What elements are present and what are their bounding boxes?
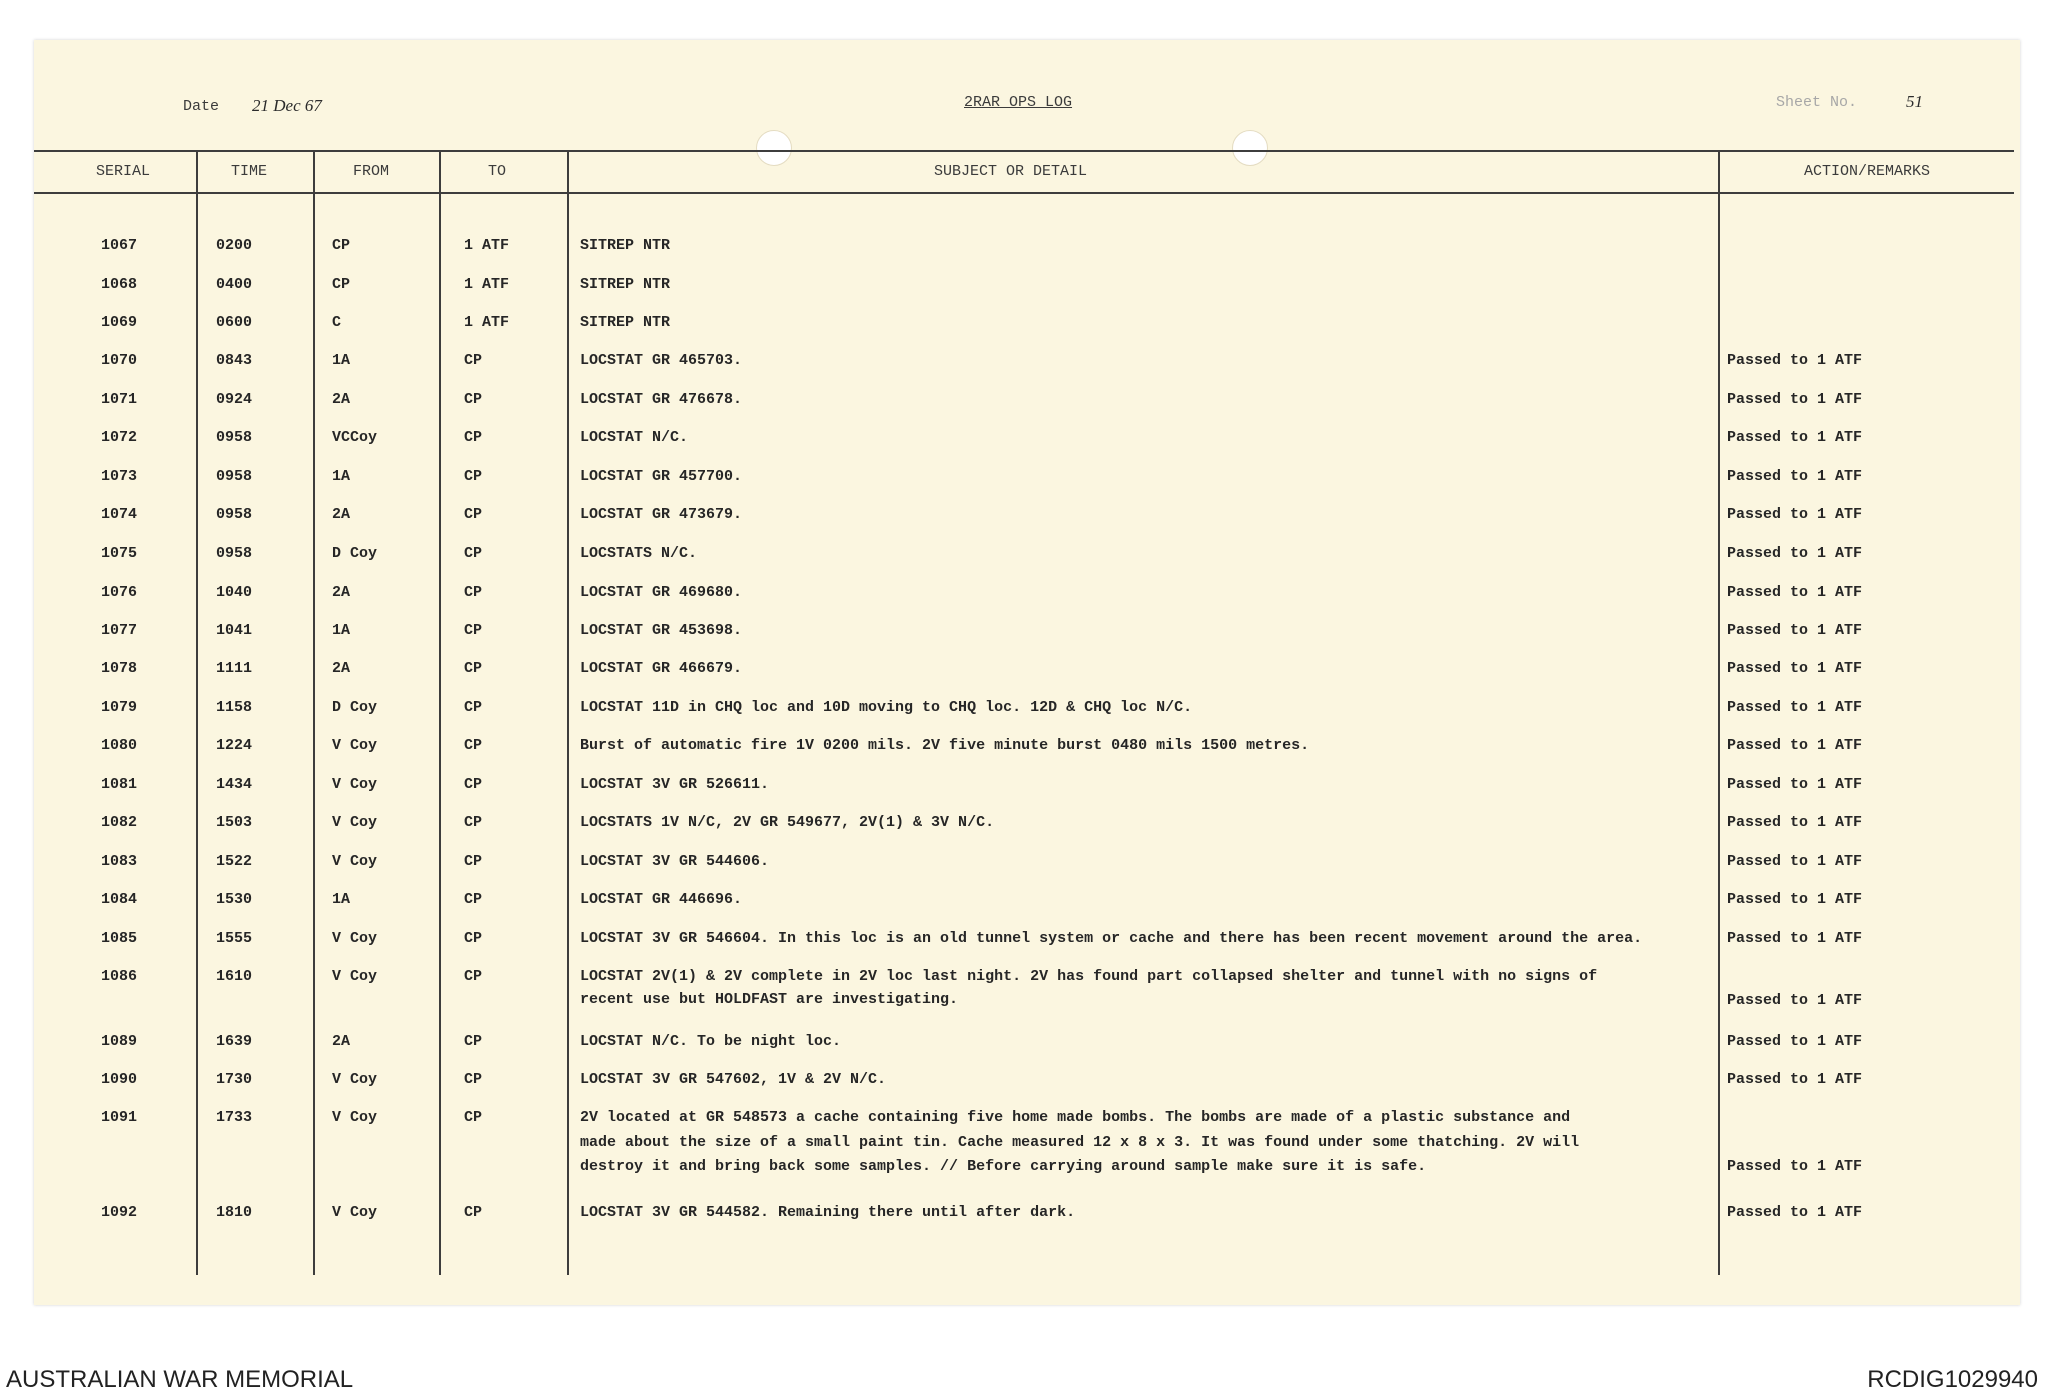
table-row: [0, 468, 2048, 498]
serial-cell: 1089: [101, 1033, 138, 1050]
action-cell: Passed to 1 ATF: [1727, 1033, 1863, 1050]
subject-cell: LOCSTAT 11D in CHQ loc and 10D moving to CHQ loc. 12D & CHQ loc N/C.: [580, 699, 1193, 716]
column-header-serial: SERIAL: [96, 163, 151, 180]
from-cell: 2A: [332, 391, 351, 408]
time-cell: 1434: [216, 776, 253, 793]
from-cell: V Coy: [332, 1204, 378, 1221]
action-cell: Passed to 1 ATF: [1727, 1071, 1863, 1088]
time-cell: 1224: [216, 737, 253, 754]
time-cell: 0600: [216, 314, 253, 331]
column-header-from: FROM: [353, 163, 390, 180]
to-cell: CP: [464, 660, 483, 677]
time-cell: 1530: [216, 891, 253, 908]
serial-cell: 1075: [101, 545, 138, 562]
action-cell: Passed to 1 ATF: [1727, 468, 1863, 485]
time-cell: 0958: [216, 545, 253, 562]
column-header-subject: SUBJECT OR DETAIL: [934, 163, 1088, 180]
action-cell: Passed to 1 ATF: [1727, 1158, 1863, 1175]
serial-cell: 1073: [101, 468, 138, 485]
from-cell: V Coy: [332, 776, 378, 793]
serial-cell: 1085: [101, 930, 138, 947]
time-cell: 1730: [216, 1071, 253, 1088]
table-row: [0, 891, 2048, 921]
subject-cell: LOCSTAT GR 453698.: [580, 622, 743, 639]
sheet-label: Sheet No.: [1776, 94, 1858, 111]
from-cell: D Coy: [332, 699, 378, 716]
action-cell: Passed to 1 ATF: [1727, 814, 1863, 831]
serial-cell: 1079: [101, 699, 138, 716]
subject-continuation: made about the size of a small paint tin. Cache measured 12 x 8 x 3. It was found under some thatching. 2V will: [580, 1134, 1580, 1151]
footer-institution: AUSTRALIAN WAR MEMORIAL: [6, 1366, 354, 1393]
table-row: [0, 584, 2048, 614]
to-cell: CP: [464, 352, 483, 369]
date-label: Date: [183, 98, 220, 115]
to-cell: 1 ATF: [464, 276, 510, 293]
serial-cell: 1070: [101, 352, 138, 369]
from-cell: VCCoy: [332, 429, 378, 446]
table-row: [0, 814, 2048, 844]
subject-cell: LOCSTAT GR 446696.: [580, 891, 743, 908]
subject-cell: SITREP NTR: [580, 237, 671, 254]
header-bottom-rule: [34, 192, 2014, 194]
from-cell: V Coy: [332, 968, 378, 985]
time-cell: 1503: [216, 814, 253, 831]
time-cell: 1810: [216, 1204, 253, 1221]
action-cell: Passed to 1 ATF: [1727, 930, 1863, 947]
action-cell: Passed to 1 ATF: [1727, 853, 1863, 870]
serial-cell: 1081: [101, 776, 138, 793]
table-row: [0, 352, 2048, 382]
time-cell: 1522: [216, 853, 253, 870]
subject-cell: LOCSTATS N/C.: [580, 545, 698, 562]
action-cell: Passed to 1 ATF: [1727, 737, 1863, 754]
from-cell: 1A: [332, 352, 351, 369]
serial-cell: 1084: [101, 891, 138, 908]
to-cell: CP: [464, 429, 483, 446]
time-cell: 0400: [216, 276, 253, 293]
time-cell: 0843: [216, 352, 253, 369]
subject-cell: LOCSTATS 1V N/C, 2V GR 549677, 2V(1) & 3V N/C.: [580, 814, 995, 831]
table-row: [0, 506, 2048, 536]
time-cell: 1041: [216, 622, 253, 639]
time-cell: 1555: [216, 930, 253, 947]
time-cell: 1639: [216, 1033, 253, 1050]
table-row: [0, 737, 2048, 767]
log-title: 2RAR OPS LOG: [964, 94, 1073, 111]
serial-cell: 1078: [101, 660, 138, 677]
to-cell: CP: [464, 814, 483, 831]
to-cell: CP: [464, 391, 483, 408]
action-cell: Passed to 1 ATF: [1727, 891, 1863, 908]
to-cell: CP: [464, 545, 483, 562]
serial-cell: 1090: [101, 1071, 138, 1088]
subject-continuation: recent use but HOLDFAST are investigating.: [580, 991, 959, 1008]
action-cell: Passed to 1 ATF: [1727, 660, 1863, 677]
from-cell: 1A: [332, 468, 351, 485]
serial-cell: 1076: [101, 584, 138, 601]
subject-cell: SITREP NTR: [580, 314, 671, 331]
serial-cell: 1080: [101, 737, 138, 754]
subject-continuation: destroy it and bring back some samples. // Before carrying around sample make sure it is safe.: [580, 1158, 1427, 1175]
action-cell: Passed to 1 ATF: [1727, 584, 1863, 601]
action-cell: Passed to 1 ATF: [1727, 545, 1863, 562]
time-cell: 0924: [216, 391, 253, 408]
column-header-to: TO: [488, 163, 507, 180]
serial-cell: 1091: [101, 1109, 138, 1126]
table-row: [0, 1204, 2048, 1234]
table-row: [0, 237, 2048, 267]
serial-cell: 1067: [101, 237, 138, 254]
from-cell: 1A: [332, 622, 351, 639]
table-row: [0, 776, 2048, 806]
table-row: [0, 545, 2048, 575]
subject-cell: LOCSTAT 3V GR 526611.: [580, 776, 770, 793]
from-cell: V Coy: [332, 1071, 378, 1088]
subject-cell: LOCSTAT 3V GR 546604. In this loc is an old tunnel system or cache and there has been recent movement around the area.: [580, 930, 1643, 947]
subject-cell: LOCSTAT 3V GR 544606.: [580, 853, 770, 870]
to-cell: CP: [464, 622, 483, 639]
subject-cell: LOCSTAT GR 465703.: [580, 352, 743, 369]
footer-reference: RCDIG1029940: [1867, 1366, 2038, 1393]
punch-hole-left: [756, 130, 792, 166]
action-cell: Passed to 1 ATF: [1727, 622, 1863, 639]
from-cell: V Coy: [332, 737, 378, 754]
to-cell: CP: [464, 1033, 483, 1050]
subject-cell: LOCSTAT 3V GR 544582. Remaining there until after dark.: [580, 1204, 1076, 1221]
from-cell: V Coy: [332, 930, 378, 947]
action-cell: Passed to 1 ATF: [1727, 429, 1863, 446]
action-cell: Passed to 1 ATF: [1727, 352, 1863, 369]
table-row: [0, 699, 2048, 729]
subject-cell: LOCSTAT N/C. To be night loc.: [580, 1033, 842, 1050]
action-cell: Passed to 1 ATF: [1727, 506, 1863, 523]
punch-hole-right: [1232, 130, 1268, 166]
time-cell: 1111: [216, 660, 253, 677]
serial-cell: 1068: [101, 276, 138, 293]
subject-cell: 2V located at GR 548573 a cache containing five home made bombs. The bombs are made of a plastic substance and: [580, 1109, 1571, 1126]
column-header-time: TIME: [231, 163, 268, 180]
from-cell: CP: [332, 276, 351, 293]
from-cell: 2A: [332, 1033, 351, 1050]
subject-cell: LOCSTAT GR 473679.: [580, 506, 743, 523]
table-row: [0, 391, 2048, 421]
subject-cell: Burst of automatic fire 1V 0200 mils. 2V five minute burst 0480 mils 1500 metres.: [580, 737, 1310, 754]
from-cell: V Coy: [332, 1109, 378, 1126]
action-cell: Passed to 1 ATF: [1727, 1204, 1863, 1221]
serial-cell: 1069: [101, 314, 138, 331]
to-cell: 1 ATF: [464, 237, 510, 254]
action-cell: Passed to 1 ATF: [1727, 776, 1863, 793]
serial-cell: 1072: [101, 429, 138, 446]
to-cell: CP: [464, 968, 483, 985]
time-cell: 1733: [216, 1109, 253, 1126]
from-cell: CP: [332, 237, 351, 254]
time-cell: 1040: [216, 584, 253, 601]
to-cell: CP: [464, 776, 483, 793]
from-cell: 2A: [332, 584, 351, 601]
subject-cell: LOCSTAT GR 457700.: [580, 468, 743, 485]
to-cell: CP: [464, 1204, 483, 1221]
to-cell: CP: [464, 468, 483, 485]
subject-cell: LOCSTAT 2V(1) & 2V complete in 2V loc last night. 2V has found part collapsed shelter and tunnel with no signs of: [580, 968, 1598, 985]
serial-cell: 1071: [101, 391, 138, 408]
table-row: [0, 1033, 2048, 1063]
from-cell: V Coy: [332, 814, 378, 831]
table-row: [0, 622, 2048, 652]
time-cell: 1610: [216, 968, 253, 985]
action-cell: Passed to 1 ATF: [1727, 391, 1863, 408]
serial-cell: 1074: [101, 506, 138, 523]
table-row: [0, 314, 2048, 344]
time-cell: 1158: [216, 699, 253, 716]
subject-cell: LOCSTAT GR 476678.: [580, 391, 743, 408]
from-cell: C: [332, 314, 342, 331]
to-cell: CP: [464, 1071, 483, 1088]
time-cell: 0958: [216, 429, 253, 446]
column-header-action: ACTION/REMARKS: [1804, 163, 1931, 180]
table-row: [0, 1071, 2048, 1101]
serial-cell: 1082: [101, 814, 138, 831]
action-cell: Passed to 1 ATF: [1727, 992, 1863, 1009]
to-cell: CP: [464, 506, 483, 523]
table-row: [0, 853, 2048, 883]
table-row: [0, 429, 2048, 459]
time-cell: 0958: [216, 506, 253, 523]
serial-cell: 1092: [101, 1204, 138, 1221]
from-cell: 1A: [332, 891, 351, 908]
serial-cell: 1086: [101, 968, 138, 985]
to-cell: CP: [464, 1109, 483, 1126]
subject-cell: LOCSTAT GR 466679.: [580, 660, 743, 677]
action-cell: Passed to 1 ATF: [1727, 699, 1863, 716]
to-cell: CP: [464, 699, 483, 716]
to-cell: CP: [464, 930, 483, 947]
from-cell: 2A: [332, 660, 351, 677]
sheet-number: 51: [1906, 92, 1923, 111]
from-cell: V Coy: [332, 853, 378, 870]
subject-cell: SITREP NTR: [580, 276, 671, 293]
subject-cell: LOCSTAT GR 469680.: [580, 584, 743, 601]
table-top-rule: [34, 150, 2014, 152]
table-row: [0, 276, 2048, 306]
to-cell: CP: [464, 853, 483, 870]
date-value: 21 Dec 67: [252, 96, 322, 115]
to-cell: CP: [464, 891, 483, 908]
subject-cell: LOCSTAT N/C.: [580, 429, 689, 446]
serial-cell: 1077: [101, 622, 138, 639]
table-row: [0, 660, 2048, 690]
time-cell: 0958: [216, 468, 253, 485]
subject-cell: LOCSTAT 3V GR 547602, 1V & 2V N/C.: [580, 1071, 887, 1088]
time-cell: 0200: [216, 237, 253, 254]
to-cell: CP: [464, 737, 483, 754]
to-cell: CP: [464, 584, 483, 601]
table-row: [0, 930, 2048, 960]
serial-cell: 1083: [101, 853, 138, 870]
from-cell: 2A: [332, 506, 351, 523]
to-cell: 1 ATF: [464, 314, 510, 331]
from-cell: D Coy: [332, 545, 378, 562]
